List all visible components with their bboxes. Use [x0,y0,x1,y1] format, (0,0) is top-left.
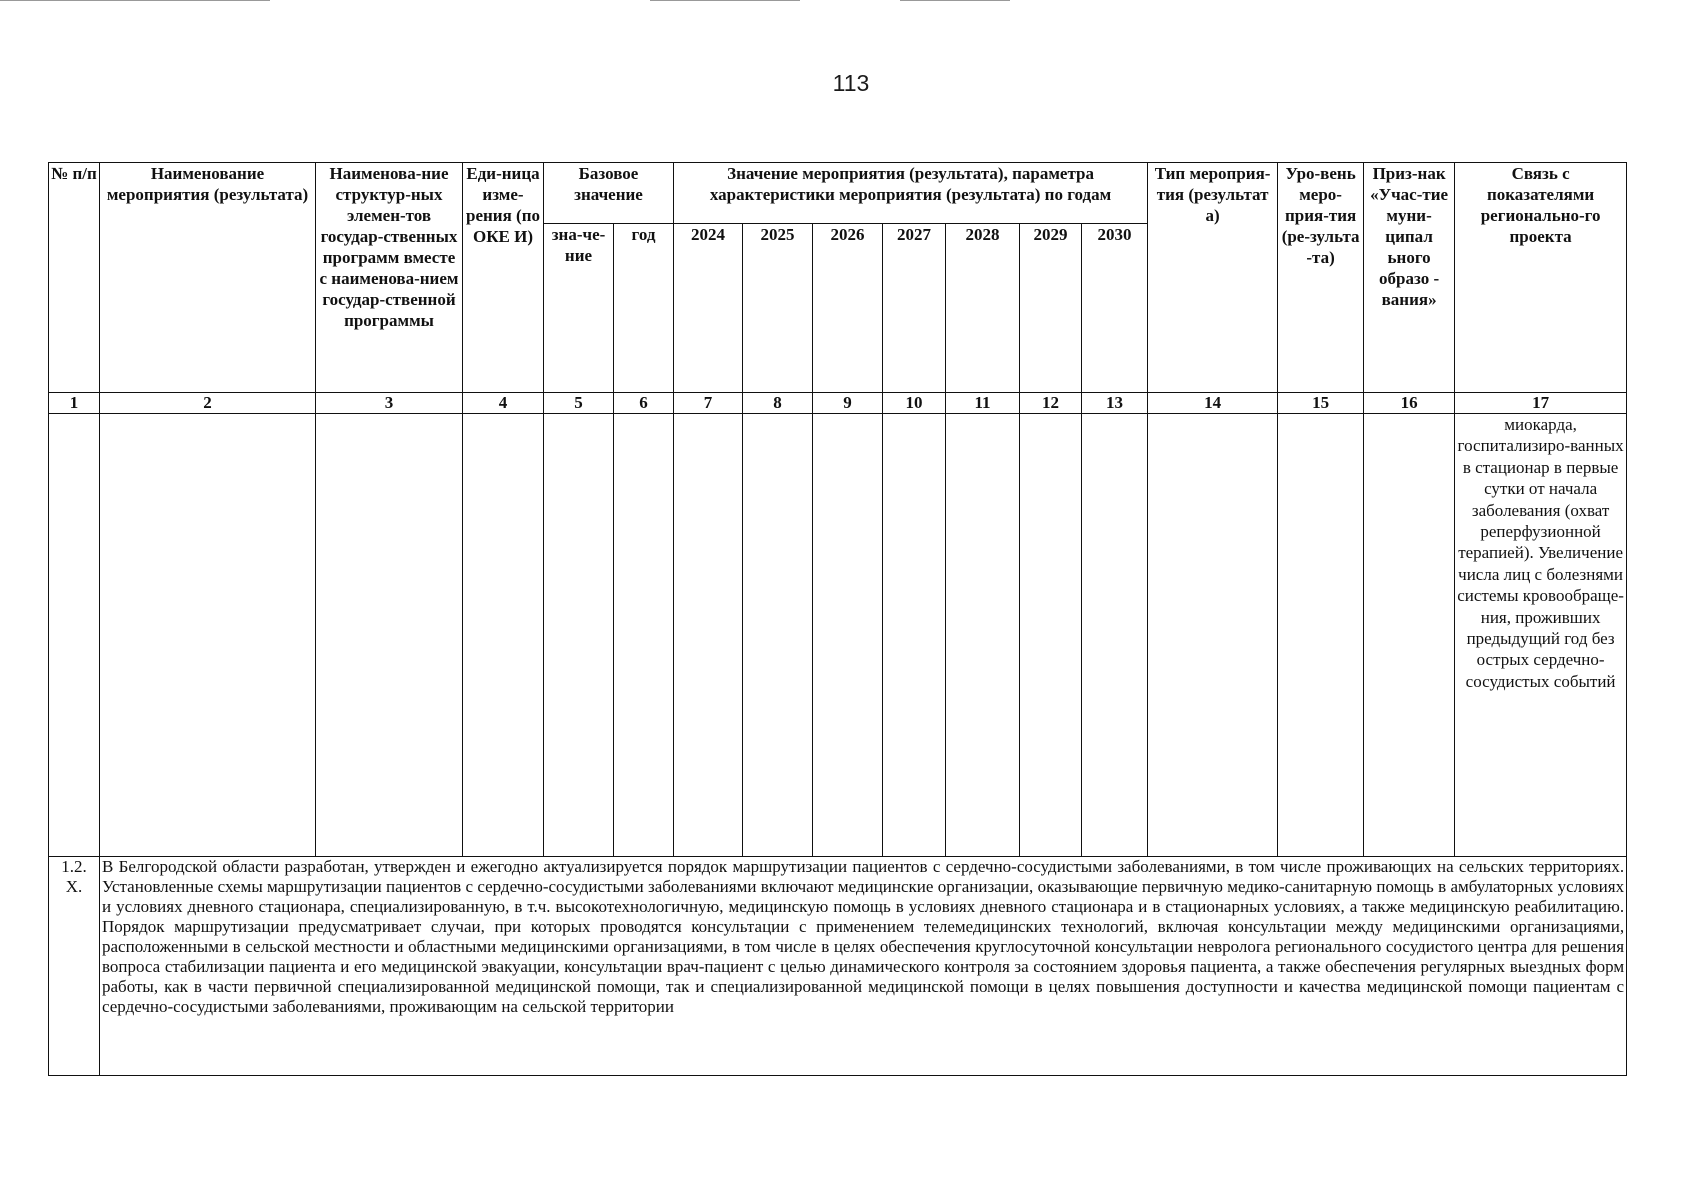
empty-cell [463,414,544,857]
column-number: 12 [1020,393,1082,414]
column-number: 1 [49,393,100,414]
column-number: 8 [743,393,813,414]
column-number: 11 [946,393,1020,414]
empty-cell [743,414,813,857]
header-event-name: Наименование мероприятия (результата) [100,163,316,393]
header-unit: Еди-ница изме-рения (по ОКЕ И) [463,163,544,393]
scan-edge-line [900,0,1010,1]
header-base-value-group: Базовое значение [544,163,674,224]
indicator-link-text: миокарда, госпитализиро-ванных в стационар в первые сутки от начала заболевания (охват реперфузионной терапией). Увеличение числа лиц с болезнями системы кровообраще-ния, проживших предыдущий год без острых сердечно-сосудистых событий [1455,414,1627,857]
column-number: 16 [1364,393,1455,414]
empty-cell [1278,414,1364,857]
row-number: 1.2. X. [49,857,100,1076]
continuation-row [49,414,1627,857]
column-number: 17 [1455,393,1627,414]
program-table [48,162,1627,1076]
empty-cell [813,414,883,857]
header-year: 2030 [1082,224,1148,393]
section-row [49,857,1627,1076]
header-regional-indicators-link: Связь с показателями регионально-го проекта [1455,163,1627,393]
header-municipal-participation: Приз-нак «Учас-тие муни-ципал ьного образо - вания» [1364,163,1455,393]
column-number: 7 [674,393,743,414]
column-number: 6 [614,393,674,414]
column-number: 9 [813,393,883,414]
header-row-top [49,163,1627,224]
column-number: 15 [1278,393,1364,414]
column-number: 4 [463,393,544,414]
header-structural-elements: Наименова-ние структур-ных элемен-тов государ-ственных программ вместе с наименова-нием государ-ственной программы [316,163,463,393]
header-year: 2027 [883,224,946,393]
header-values-by-year-group: Значение мероприятия (результата), параметра характеристики мероприятия (результата) по годам [674,163,1148,224]
header-year: 2028 [946,224,1020,393]
empty-cell [946,414,1020,857]
empty-cell [1082,414,1148,857]
scan-edge-line [0,0,270,1]
empty-cell [1020,414,1082,857]
column-number: 2 [100,393,316,414]
column-number: 3 [316,393,463,414]
header-number: № п/п [49,163,100,393]
empty-cell [1364,414,1455,857]
column-number: 10 [883,393,946,414]
header-year: 2026 [813,224,883,393]
empty-cell [544,414,614,857]
empty-cell [100,414,316,857]
empty-cell [674,414,743,857]
empty-cell [49,414,100,857]
header-year: 2025 [743,224,813,393]
header-year: 2024 [674,224,743,393]
empty-cell [1148,414,1278,857]
empty-cell [316,414,463,857]
header-event-level: Уро-вень меро-прия-тия (ре-зульта -та) [1278,163,1364,393]
header-event-type: Тип мероприя-тия (результат а) [1148,163,1278,393]
page-number: 113 [832,70,870,96]
column-number: 14 [1148,393,1278,414]
column-number: 13 [1082,393,1148,414]
header-year: 2029 [1020,224,1082,393]
header-base-year: год [614,224,674,393]
column-number-row [49,393,1627,414]
empty-cell [614,414,674,857]
section-description: В Белгородской области разработан, утвержден и ежегодно актуализируется порядок маршрутизации пациентов с сердечно-сосудистыми заболеваниями, в том числе проживающих на сельских территориях. Установленные схемы маршрутизации пациентов с сердечно-сосудистыми заболеваниями включают медицинские организации, оказывающие первичную медико-санитарную помощь в амбулаторных условиях и условиях дневного стационара, специализированную, в т.ч. высокотехнологичную, медицинскую помощь в условиях дневного стационара и в стационарных условиях, а также медицинскую реабилитацию. Порядок маршрутизации предусматривает случаи, при которых проводятся консультации с применением телемедицинских технологий, включая консультации между медицинскими организациями, расположенными в сельской местности и областными медицинскими организациями, в том числе в целях обеспечения круглосуточной консультации невролога регионального сосудистого центра для решения вопроса стабилизации пациента и его медицинской эвакуации, консультации врач-пациент с целью динамического контроля за состоянием здоровья пациента, а также обеспечения регулярных выездных форм работы, как в части первичной специализированной медицинской помощи, так и специализированной медицинской помощи в целях повышения доступности и качества медицинской помощи пациентам с сердечно-сосудистыми заболеваниями, проживающим на сельской территории [100,857,1627,1076]
header-base-value: зна-че-ние [544,224,614,393]
scan-edge-line [650,0,800,1]
column-number: 5 [544,393,614,414]
empty-cell [883,414,946,857]
